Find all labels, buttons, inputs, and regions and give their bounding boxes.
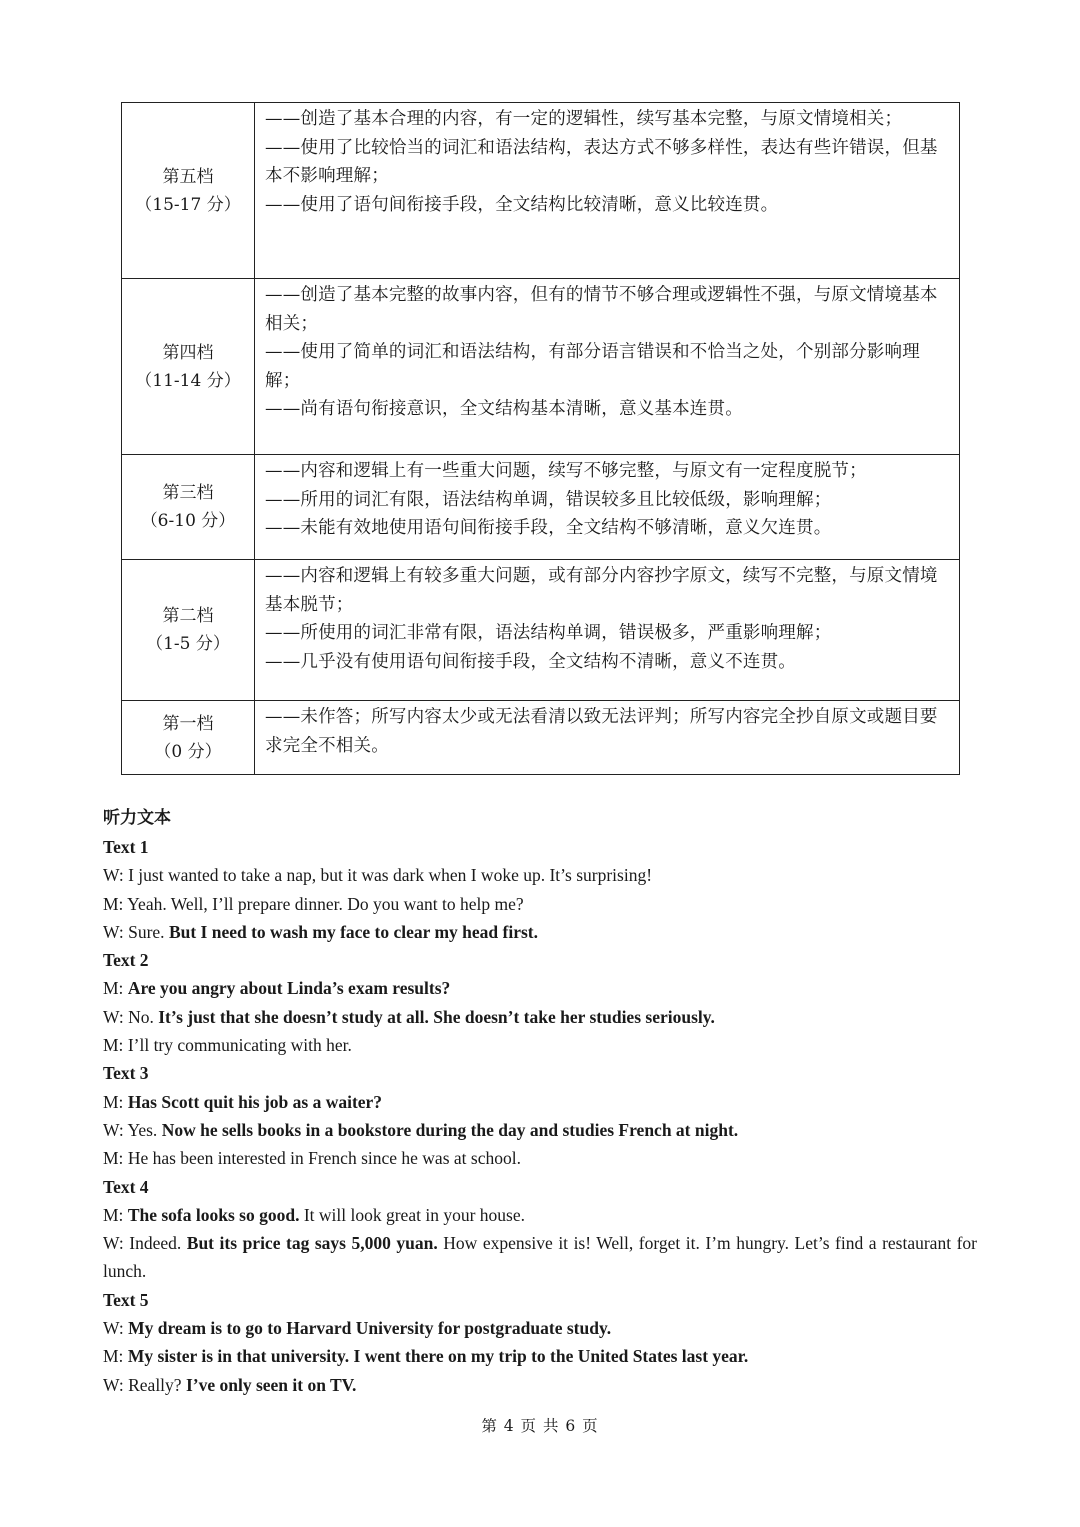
key-sentence: I’ve only seen it on TV. (185, 1374, 357, 1395)
line-text: He has been interested in French since he was at school. (123, 1148, 521, 1169)
text-title: Text 5 (103, 1289, 149, 1310)
dialogue-line (103, 974, 977, 1002)
rubric-level-cell (122, 560, 255, 701)
level-name: 第三档 (162, 483, 214, 503)
rubric-desc-cell (255, 560, 960, 701)
rubric-desc-cell (255, 455, 960, 560)
line-text: Sure. (123, 921, 169, 942)
key-sentence: My dream is to go to Harvard University for postgraduate study. (128, 1318, 612, 1339)
rubric-line: ——几乎没有使用语句间衔接手段，全文结构不清晰，意义不连贯。 (265, 651, 796, 672)
rubric-line: ——未能有效地使用语句间衔接手段，全文结构不够清晰，意义欠连贯。 (265, 518, 832, 538)
speaker: M: (103, 1346, 124, 1367)
key-sentence: Has Scott quit his job as a waiter? (127, 1091, 383, 1112)
line-text: How expensive it is! Well, forget it. I’m hungry. Let’s find a restaurant for lunch. (103, 1233, 977, 1282)
level-name: 第一档 (162, 713, 214, 734)
rubric-line: ——使用了语句间衔接手段，全文结构比较清晰，意义比较连贯。 (265, 194, 779, 215)
dialogue-line (103, 890, 977, 918)
rubric-level-cell (122, 103, 255, 279)
key-sentence: My sister is in that university. I went there on my trip to the United States last year. (127, 1346, 749, 1367)
key-sentence: But I need to wash my face to clear my head first. (168, 921, 539, 942)
text-title: Text 1 (103, 837, 149, 857)
level-score: （6-10 分） (140, 511, 236, 531)
rubric-desc-cell (255, 701, 960, 775)
text-title: Text 3 (103, 1063, 149, 1084)
dialogue-line (103, 1314, 977, 1342)
rubric-desc-cell (255, 103, 960, 279)
line-text: Really? (123, 1374, 186, 1395)
page-footer: 第 4 页 共 6 页 (481, 1417, 599, 1435)
dialogue-line (103, 1031, 977, 1059)
dialogue-line (103, 1371, 977, 1399)
line-text: It will look great in your house. (299, 1204, 525, 1225)
rubric-level-cell (122, 701, 255, 775)
line-text: Indeed. (123, 1233, 187, 1254)
key-sentence: Are you angry about Linda’s exam results? (127, 978, 451, 999)
rubric-row (122, 279, 960, 455)
dialogue-line (103, 1088, 977, 1116)
speaker: M: (103, 1204, 124, 1225)
text-title: Text 2 (103, 950, 149, 971)
key-sentence: It’s just that she doesn’t study at all. She doesn’t take her studies seriously. (158, 1006, 715, 1027)
line-text: Yeah. Well, I’ll prepare dinner. Do you want to help me? (123, 893, 524, 914)
speaker: W: (103, 921, 124, 942)
speaker: W: (103, 1119, 124, 1140)
level-score: （0 分） (154, 741, 222, 762)
line-text: No. (123, 1006, 159, 1027)
dialogue-line (103, 918, 977, 946)
line-text: I’ll try communicating with her. (123, 1035, 352, 1056)
rubric-line: ——创造了基本完整的故事内容，但有的情节不够合理或逻辑性不强，与原文情境基本相关； (265, 285, 938, 334)
rubric-table (121, 102, 960, 775)
speaker: M: (103, 1148, 124, 1169)
level-score: （1-5 分） (146, 634, 230, 654)
speaker: W: (103, 1233, 124, 1254)
listening-heading: 听力文本 (103, 808, 171, 828)
line-text: I just wanted to take a nap, but it was dark when I woke up. It’s surprising! (123, 865, 653, 886)
rubric-line: ——未作答；所写内容太少或无法看清以致无法评判；所写内容完全抄自原文或题目要求完全不相关。 (265, 707, 938, 756)
speaker: W: (103, 1318, 124, 1339)
speaker: M: (103, 1091, 124, 1112)
key-sentence: The sofa looks so good. (127, 1204, 300, 1225)
line-text: Yes. (123, 1119, 162, 1140)
rubric-line: ——内容和逻辑上有一些重大问题，续写不够完整，与原文有一定程度脱节； (265, 461, 867, 481)
rubric-level-cell (122, 455, 255, 560)
dialogue-line (103, 1116, 977, 1144)
key-sentence: But its price tag says 5,000 yuan. (186, 1233, 438, 1254)
speaker: M: (103, 978, 124, 999)
level-score: （11-14 分） (135, 370, 241, 391)
rubric-row (122, 455, 960, 560)
level-name: 第五档 (162, 166, 214, 187)
text-title: Text 4 (103, 1176, 149, 1197)
dialogue-line (103, 1342, 977, 1370)
listening-transcript (103, 803, 977, 1399)
dialogue-line (103, 861, 977, 889)
rubric-level-cell (122, 279, 255, 455)
level-name: 第四档 (162, 342, 214, 363)
level-name: 第二档 (162, 606, 214, 626)
dialogue-line (103, 1003, 977, 1031)
speaker: M: (103, 1035, 124, 1056)
rubric-line: ——使用了比较恰当的词汇和语法结构，表达方式不够多样性，表达有些许错误，但基本不影响理解； (265, 137, 938, 186)
rubric-line: ——内容和逻辑上有较多重大问题，或有部分内容抄字原文，续写不完整，与原文情境基本脱节； (265, 566, 938, 615)
rubric-line: ——使用了简单的词汇和语法结构，有部分语言错误和不恰当之处，个别部分影响理解； (265, 342, 920, 391)
rubric-line: ——所使用的词汇非常有限，语法结构单调，错误极多，严重影响理解； (265, 623, 832, 643)
rubric-row (122, 560, 960, 701)
key-sentence: Now he sells books in a bookstore during the day and studies French at night. (161, 1119, 739, 1140)
rubric-row (122, 103, 960, 279)
speaker: W: (103, 1374, 124, 1395)
dialogue-line (103, 1144, 977, 1172)
rubric-line: ——所用的词汇有限，语法结构单调，错误较多且比较低级，影响理解； (265, 489, 832, 510)
speaker: W: (103, 1006, 124, 1027)
dialogue-line (103, 1201, 977, 1229)
rubric-line: ——尚有语句衔接意识，全文结构基本清晰，意义基本连贯。 (265, 399, 743, 419)
dialogue-line (103, 1229, 977, 1286)
speaker: M: (103, 893, 124, 914)
level-score: （15-17 分） (135, 194, 241, 215)
rubric-line: ——创造了基本合理的内容，有一定的逻辑性，续写基本完整，与原文情境相关； (265, 109, 903, 129)
speaker: W: (103, 865, 124, 886)
rubric-row (122, 701, 960, 775)
rubric-desc-cell (255, 279, 960, 455)
